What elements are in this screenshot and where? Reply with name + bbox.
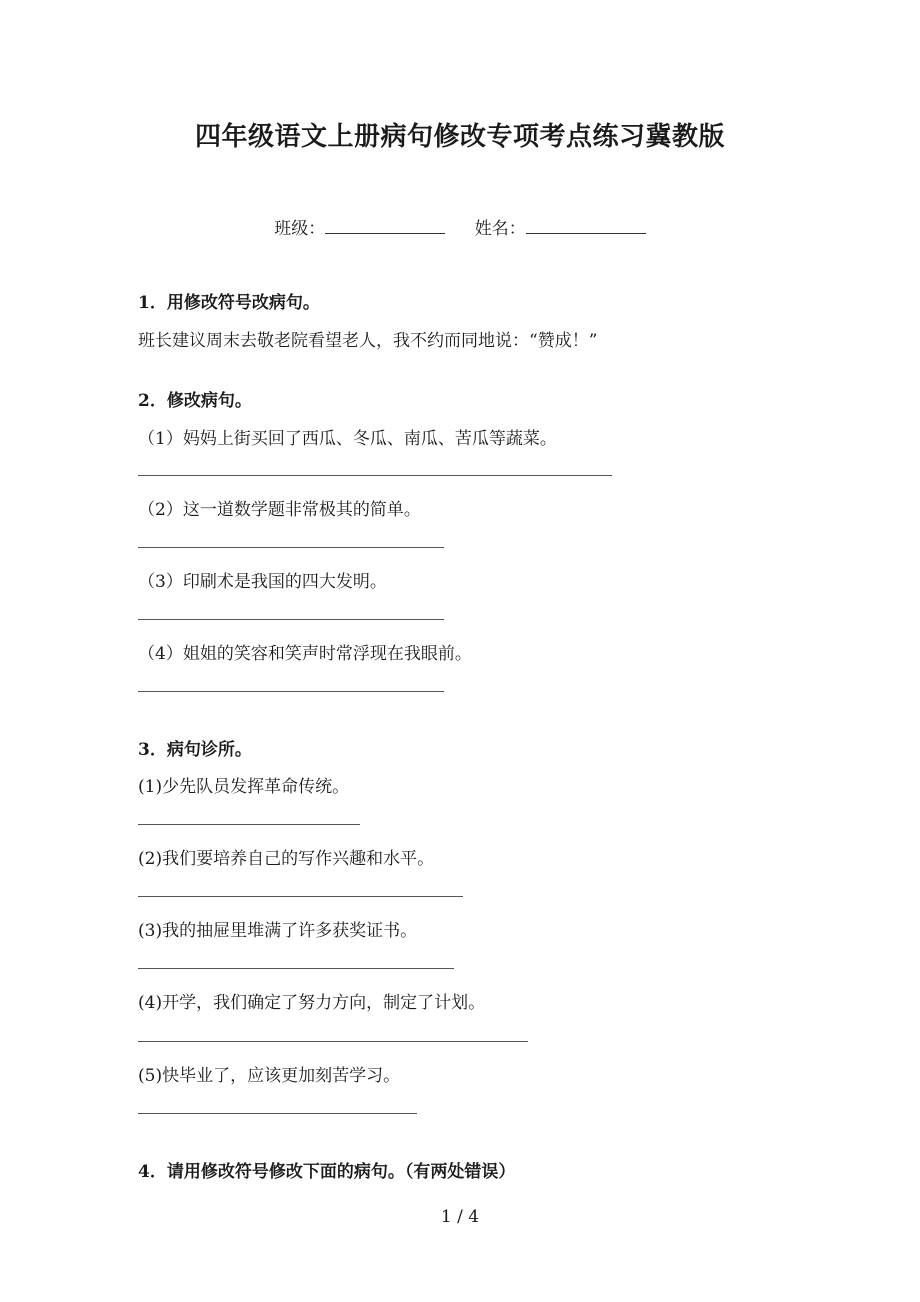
q2-answer-line-1[interactable] xyxy=(138,475,612,476)
q2-item-4: （4）姐姐的笑容和笑声时常浮现在我眼前。 xyxy=(138,644,472,664)
q3-heading: 3．病句诊所。 xyxy=(138,740,252,760)
student-info xyxy=(0,214,920,239)
q3-answer-line-5[interactable] xyxy=(138,1113,417,1114)
q1-heading: 1．用修改符号改病句。 xyxy=(138,293,320,313)
page-number: 1 / 4 xyxy=(440,1207,480,1227)
q3-answer-line-1[interactable] xyxy=(138,824,360,825)
class-label: 班级： xyxy=(274,219,326,239)
q2-item-1: （1）妈妈上街买回了西瓜、冬瓜、南瓜、苦瓜等蔬菜。 xyxy=(138,429,557,449)
name-label: 姓名： xyxy=(474,219,526,239)
q2-heading: 2．修改病句。 xyxy=(138,391,252,411)
q4-heading: 4．请用修改符号修改下面的病句。（有两处错误） xyxy=(138,1162,516,1182)
q3-item-4: (4)开学，我们确定了努力方向，制定了计划。 xyxy=(138,993,486,1013)
name-blank[interactable] xyxy=(526,215,646,234)
class-blank[interactable] xyxy=(325,215,445,234)
q3-item-2: (2)我们要培养自己的写作兴趣和水平。 xyxy=(138,849,435,869)
q2-item-2: （2）这一道数学题非常极其的简单。 xyxy=(138,500,421,520)
q2-answer-line-3[interactable] xyxy=(138,619,444,620)
q3-answer-line-4[interactable] xyxy=(138,1041,528,1042)
q3-item-5: (5)快毕业了，应该更加刻苦学习。 xyxy=(138,1066,401,1086)
q2-answer-line-4[interactable] xyxy=(138,691,444,692)
q2-item-3: （3）印刷术是我国的四大发明。 xyxy=(138,572,387,592)
q3-item-3: (3)我的抽屉里堆满了许多获奖证书。 xyxy=(138,921,418,941)
q3-item-1: (1)少先队员发挥革命传统。 xyxy=(138,777,350,797)
q3-answer-line-3[interactable] xyxy=(138,968,454,969)
q2-answer-line-2[interactable] xyxy=(138,547,444,548)
q3-answer-line-2[interactable] xyxy=(138,896,463,897)
page-title: 四年级语文上册病句修改专项考点练习冀教版 xyxy=(194,122,725,152)
q1-sentence: 班长建议周末去敬老院看望老人，我不约而同地说：“赞成！” xyxy=(138,331,598,351)
